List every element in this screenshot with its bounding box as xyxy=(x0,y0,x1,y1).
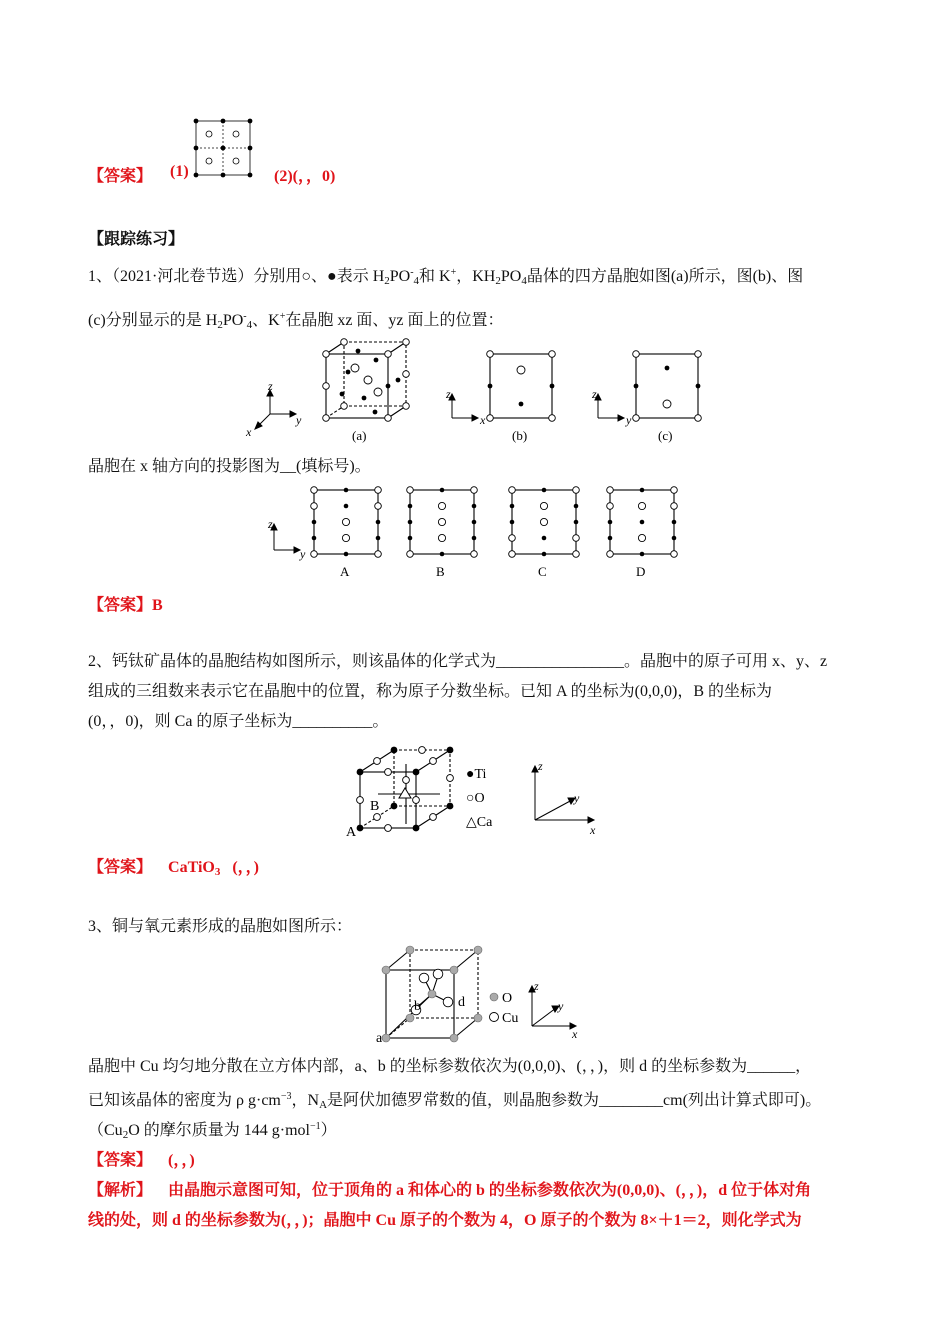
svg-text:A: A xyxy=(340,564,350,579)
option-b-figure xyxy=(407,487,478,558)
q3-analysis-line1: 【解析】 由晶胞示意图可知，位于顶角的 a 和体心的 b 的坐标参数依次为(0,0,0)、(，，)，d 位于体对角 xyxy=(88,1182,812,1199)
svg-text:y: y xyxy=(626,413,632,427)
q1-figure-abc xyxy=(240,338,720,448)
svg-text:C: C xyxy=(538,564,547,579)
svg-text:A: A xyxy=(346,825,357,840)
svg-text:D: D xyxy=(636,564,646,579)
option-c-figure xyxy=(509,487,580,558)
svg-text:(c): (c) xyxy=(658,428,673,443)
q1-options-figure xyxy=(260,480,690,582)
svg-text:b: b xyxy=(414,999,421,1014)
svg-text:x: x xyxy=(480,413,486,427)
q3-cu2o-figure xyxy=(370,944,590,1044)
q3-para1: 晶胞中 Cu 均匀地分散在立方体内部，a、b 的坐标参数依次为(0,0,0)、(，，)，则 d 的坐标参数为______， xyxy=(88,1058,812,1075)
top-answer-part2: (2)(，，0) xyxy=(274,168,336,185)
top-answer-label: 【答案】 xyxy=(88,168,153,185)
q2-line3: (0，，0)，则 Ca 的原子坐标为__________。 xyxy=(88,713,389,730)
top-answer-part1: (1) xyxy=(170,163,189,180)
svg-text:z: z xyxy=(268,379,273,393)
svg-text:●Ti: ●Ti xyxy=(466,767,487,782)
q3-analysis-line2: 线的处，则 d 的坐标参数为(，，)；晶胞中 Cu 原子的个数为 4，O 原子的个数为 8×＋1＝2，则化学式为 xyxy=(88,1212,802,1229)
axes-a-icon xyxy=(255,390,296,429)
svg-text:x: x xyxy=(246,425,252,439)
q1-question: 晶胞在 x 轴方向的投影图为__(填标号)。 xyxy=(88,458,371,475)
q3-answer: 【答案】 (，，) xyxy=(88,1152,195,1169)
svg-text:y: y xyxy=(574,791,580,805)
q2-answer: 【答案】 CaTiO$_3$ (，，) xyxy=(88,859,260,878)
q3-para3: （$Cu_2O$ 的摩尔质量为 144 g·mol$^{-1}$） xyxy=(88,1121,337,1141)
svg-text:y: y xyxy=(296,413,302,427)
svg-text:z: z xyxy=(592,387,597,401)
top-grid-figure xyxy=(190,115,260,181)
svg-text:x: x xyxy=(590,823,596,837)
svg-text:z: z xyxy=(534,979,539,993)
option-d-figure xyxy=(607,487,678,558)
svg-text:(a): (a) xyxy=(352,428,367,443)
svg-text:x: x xyxy=(572,1027,578,1041)
q1-line1: 1、（2021·河北卷节选）分别用○、●表示 $H_2PO^-_4$和 K+，$KH_2PO_4$晶体的四方晶胞如图(a)所示，图(b)、图 xyxy=(88,267,804,287)
svg-text:z: z xyxy=(268,517,273,531)
option-a-figure xyxy=(311,487,382,558)
q2-line2: 组成的三组数来表示它在晶胞中的位置，称为原子分数坐标。已知 A 的坐标为(0,0,0)，B 的坐标为 xyxy=(88,683,773,700)
q1-line2: (c)分别显示的是 $H_2PO^-_4$、K+在晶胞 xz 面、yz 面上的位置： xyxy=(88,311,504,331)
section-title: 【跟踪练习】 xyxy=(88,231,185,248)
svg-text:z: z xyxy=(538,759,543,773)
axes-options-icon xyxy=(271,524,300,553)
svg-text:y: y xyxy=(558,999,564,1013)
svg-text:Cu: Cu xyxy=(502,1011,519,1026)
svg-text:B: B xyxy=(436,564,445,579)
svg-text:z: z xyxy=(446,387,451,401)
axes-q2-icon xyxy=(532,766,594,823)
svg-text:a: a xyxy=(376,1031,383,1044)
svg-text:B: B xyxy=(370,799,380,814)
svg-text:(b): (b) xyxy=(512,428,528,443)
svg-text:○O: ○O xyxy=(466,791,485,806)
svg-text:y: y xyxy=(300,547,306,561)
svg-text:△Ca: △Ca xyxy=(466,815,493,830)
q2-line1: 2、钙钛矿晶体的晶胞结构如图所示，则该晶体的化学式为________________。晶胞中的原子可用 x、y、z xyxy=(88,653,828,670)
q2-perovskite-figure xyxy=(340,742,610,842)
q1-answer: 【答案】B xyxy=(88,597,163,614)
q3-para2: 已知该晶体的密度为 ρ $g\cdot cm^{-3}$，$N_A$是阿伏加德罗常数的值，则晶胞参数为________cm(列出计算式即可)。 xyxy=(88,1091,822,1111)
svg-text:O: O xyxy=(502,991,513,1006)
q3-line1: 3、铜与氧元素形成的晶胞如图所示： xyxy=(88,918,353,935)
svg-text:d: d xyxy=(458,995,465,1010)
